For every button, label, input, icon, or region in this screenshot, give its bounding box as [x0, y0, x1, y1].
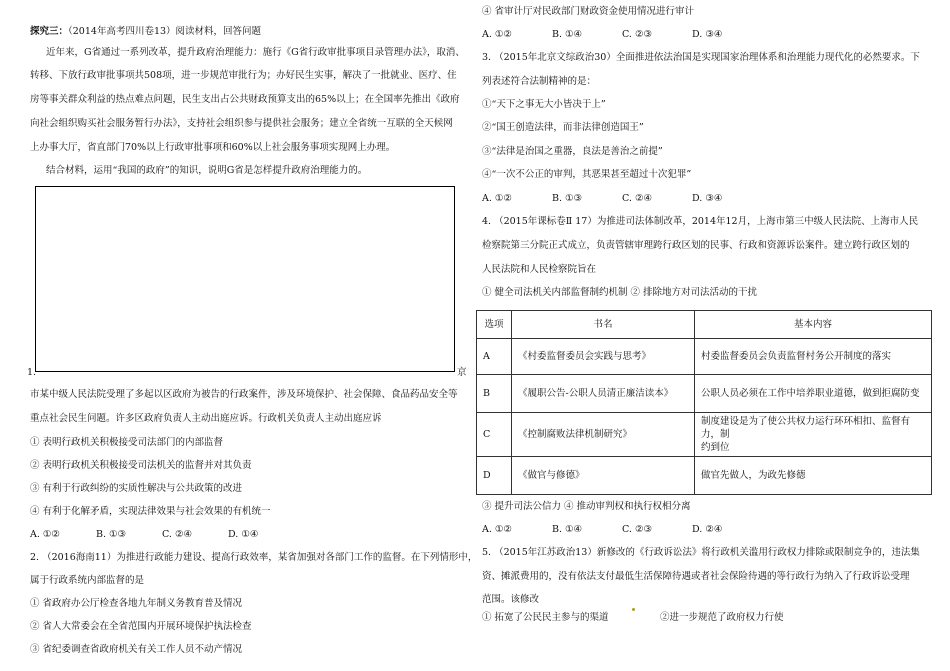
question-2-choice-d[interactable]: D. ③④ [692, 29, 723, 40]
table-cell-content-line: 做官先做人，为政先修德 [701, 470, 806, 481]
question-4-choice-b[interactable]: B. ①④ [552, 524, 583, 535]
table-cell-content-line: 约到位 [701, 442, 730, 453]
question-2-choice-b[interactable]: B. ①④ [552, 29, 583, 40]
question-1-choice-b[interactable]: B. ①③ [96, 529, 127, 540]
table-cell-content [695, 457, 932, 495]
question-3-item-1: ①“天下之事无大小皆决于上” [482, 99, 606, 110]
question-4-line-2: 检察院第三分院正式成立，负责管辖审理跨行政区划的民事、行政和资源诉讼案件。建立跨行政区划的 [482, 240, 910, 251]
question-3-item-3: ③“法律是治国之重器，良法是善治之前提” [482, 146, 663, 157]
question-2-item-2: ② 省人大常委会在全省范围内开展环境保护执法检查 [30, 621, 252, 632]
question-1-item-2: ② 表明行政机关积极接受司法机关的监督并对其负责 [30, 460, 252, 471]
question-1-choice-d[interactable]: D. ①④ [228, 529, 259, 540]
material-line-2: 转移、下放行政审批事项共508项，进一步规范审批行为；办好民生实事，解决了一批就业、医疗、住 [30, 70, 457, 81]
question-2-item-3: ③ 省纪委调查省政府机关有关工作人员不动产情况 [30, 644, 243, 655]
table-cell-book: 《履职公告-公职人员清正廉洁读本》 [512, 375, 695, 413]
question-2-line-1: 2. （2016海南11）为推进行政能力建设、提高行政效率，某省加强对各部门工作的监督。在下列情形中， [30, 552, 478, 563]
table-row [477, 339, 932, 375]
table-header-row [477, 311, 932, 339]
question-3-choice-b[interactable]: B. ①③ [552, 193, 583, 204]
table-cell-content-line: 公职人员必须在工作中培养职业道德，做到拒腐防变 [701, 388, 920, 399]
question-4-items-top: ① 健全司法机关内部监督制约机制 ② 排除地方对司法活动的干扰 [482, 287, 758, 298]
question-1-cut-text: 京 [457, 367, 467, 378]
question-1-item-1: ① 表明行政机关积极接受司法部门的内部监督 [30, 437, 224, 448]
table-cell-option: C [477, 413, 512, 457]
table-cell-content [695, 375, 932, 413]
question-5-item-1: ① 拓宽了公民民主参与的渠道 [482, 612, 609, 623]
table-cell-content-line: 村委监督委员会负责监督村务公开制度的落实 [701, 351, 892, 362]
question-5-line-2: 资、摊派费用的，没有依法支付最低生活保障待遇或者社会保险待遇的等行政行为纳入了行政诉讼受理 [482, 571, 910, 582]
table-cell-option: B [477, 375, 512, 413]
table-cell-content [695, 339, 932, 375]
material-line-3: 房等事关群众利益的热点难点问题，民生支出占公共财政预算支出的65%以上；在全国率先推出《政府 [30, 94, 460, 105]
material-line-5: 上办事大厅，省直部门70%以上行政审批事项和60%以上社会服务事项实现网上办理。 [30, 142, 396, 153]
question-2-item-1: ① 省政府办公厅检查各地九年制义务教育普及情况 [30, 598, 243, 609]
question-5-line-3: 范围。该修改 [482, 594, 540, 605]
question-prompt: 结合材料，运用“我国的政府”的知识，说明G省是怎样提升政府治理能力的。 [46, 165, 368, 176]
question-1-line-2: 重点社会民生问题。许多区政府负责人主动出庭应诉。行政机关负责人主动出庭应诉 [30, 413, 382, 424]
table-cell-book: 《控制腐败法律机制研究》 [512, 413, 695, 457]
table-row [477, 457, 932, 495]
question-1-number: 1. [27, 367, 37, 378]
question-3-line-1: 3. （2015年北京文综政治30）全面推进依法治国是实现国家治理体系和治理能力现代化的必然要求。下 [482, 52, 920, 63]
question-2-line-2: 属于行政系统内部监督的是 [30, 575, 145, 586]
question-1-line-1: 市某中级人民法院受理了多起以区政府为被告的行政案件，涉及环境保护、社会保障、食品药品安全等 [30, 389, 458, 400]
question-1-item-4: ④ 有利于化解矛盾，实现法律效果与社会效果的有机统一 [30, 506, 271, 517]
table-header-cell: 书名 [512, 311, 695, 339]
question-5-line-1: 5. （2015年江苏政治13）新修改的《行政诉讼法》将行政机关滥用行政权力排除或限制竞争的，违法集 [482, 547, 920, 558]
question-4-line-3: 人民法院和人民检察院旨在 [482, 264, 597, 275]
material-line-4: 向社会组织购买社会服务暂行办法》，支持社会组织参与提供社会服务；建立全省统一互联的全天候网 [30, 118, 453, 129]
question-4-items-bottom: ③ 提升司法公信力 ④ 推动审判权和执行权相分离 [482, 501, 691, 512]
question-1-choice-a[interactable]: A. ①② [30, 529, 60, 540]
material-line-1: 近年来，G省通过一系列改革，提升政府治理能力：施行《G省行政审批事项目录管理办法》，取消、 [46, 47, 465, 58]
question-3-line-2: 列表述符合法制精神的是： [482, 76, 597, 87]
question-3-choice-c[interactable]: C. ②④ [622, 193, 653, 204]
question-4-choice-a[interactable]: A. ①② [482, 524, 512, 535]
question-4-line-1: 4. （2015年课标卷Ⅱ 17）为推进司法体制改革，2014年12月，上海市第三中级人民法院、上海市人民 [482, 216, 919, 227]
section-heading-source: （2014年高考四川卷13）阅读材料，回答问题 [68, 26, 262, 37]
table-row [477, 375, 932, 413]
section-heading [30, 25, 261, 39]
question-3-item-4: ④“一次不公正的审判，其恶果甚至超过十次犯罪” [482, 169, 692, 180]
question-4-choice-d[interactable]: D. ②④ [692, 524, 723, 535]
stray-dot [632, 608, 635, 611]
question-4-choice-c[interactable]: C. ②③ [622, 524, 653, 535]
table-cell-option: D [477, 457, 512, 495]
question-2-item-4: ④ 省审计厅对民政部门财政资金使用情况进行审计 [482, 6, 695, 17]
table-cell-content-line: 制度建设是为了使公共权力运行环环相扣、监督有力，制 [701, 416, 911, 440]
table-cell-content [695, 413, 932, 457]
question-2-choice-a[interactable]: A. ①② [482, 29, 512, 40]
table-header-cell: 选项 [477, 311, 512, 339]
question-3-choice-a[interactable]: A. ①② [482, 193, 512, 204]
table-cell-option: A [477, 339, 512, 375]
table-cell-book: 《村委监督委员会实践与思考》 [512, 339, 695, 375]
book-table [476, 310, 932, 495]
table-row [477, 413, 932, 457]
question-1-item-3: ③ 有利于行政纠纷的实质性解决与公共政策的改进 [30, 483, 243, 494]
question-1-choice-c[interactable]: C. ②④ [162, 529, 193, 540]
answer-box[interactable] [35, 186, 455, 372]
section-heading-label: 探究三： [30, 26, 69, 37]
question-3-choice-d[interactable]: D. ③④ [692, 193, 723, 204]
table-cell-book: 《做官与修德》 [512, 457, 695, 495]
question-3-item-2: ②“国王创造法律，而非法律创造国王” [482, 122, 644, 133]
question-5-item-2: ②进一步规范了政府权力行使 [660, 612, 784, 623]
table-header-cell: 基本内容 [695, 311, 932, 339]
question-2-choice-c[interactable]: C. ②③ [622, 29, 653, 40]
